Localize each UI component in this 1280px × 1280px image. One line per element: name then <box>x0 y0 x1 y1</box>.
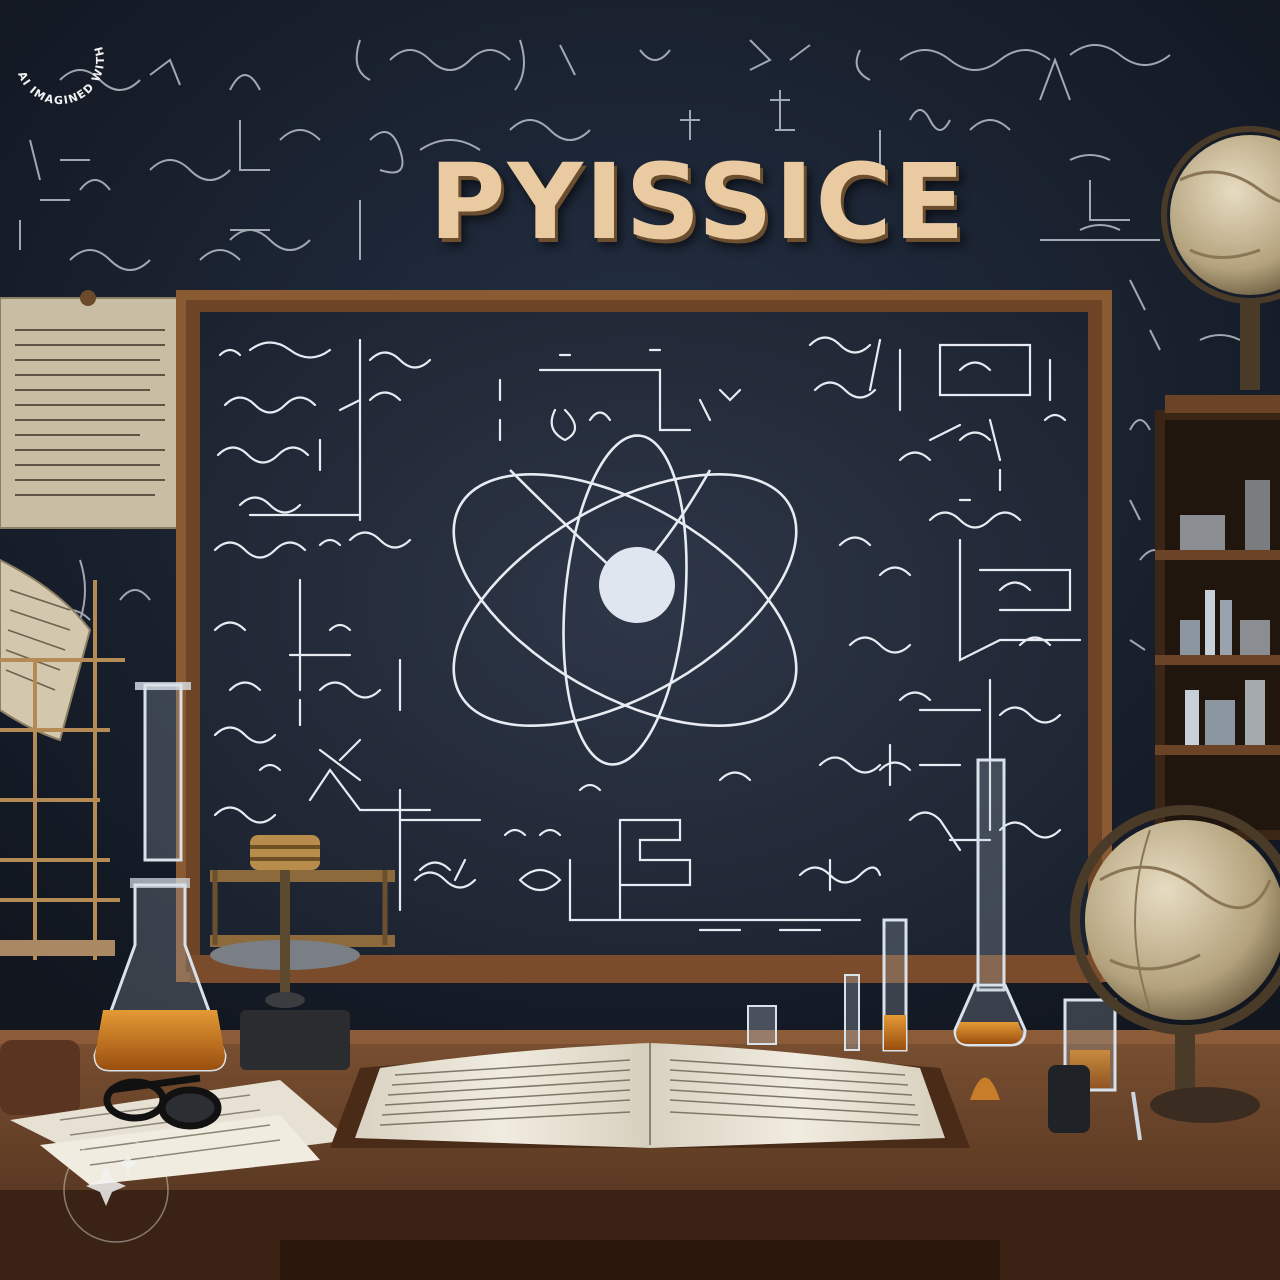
title-letters: PYISSICE <box>429 141 967 263</box>
bookshelf <box>1155 395 1280 840</box>
svg-text:AI IMAGINED WITH <box>15 44 107 107</box>
watermark-text: AI IMAGINED WITH <box>15 43 108 108</box>
watermark-text-ring <box>0 0 120 120</box>
desk-scroll-case <box>0 1040 80 1115</box>
pinned-paper <box>0 290 180 528</box>
chalkboard <box>200 312 1088 960</box>
atom-nucleus <box>599 547 675 623</box>
